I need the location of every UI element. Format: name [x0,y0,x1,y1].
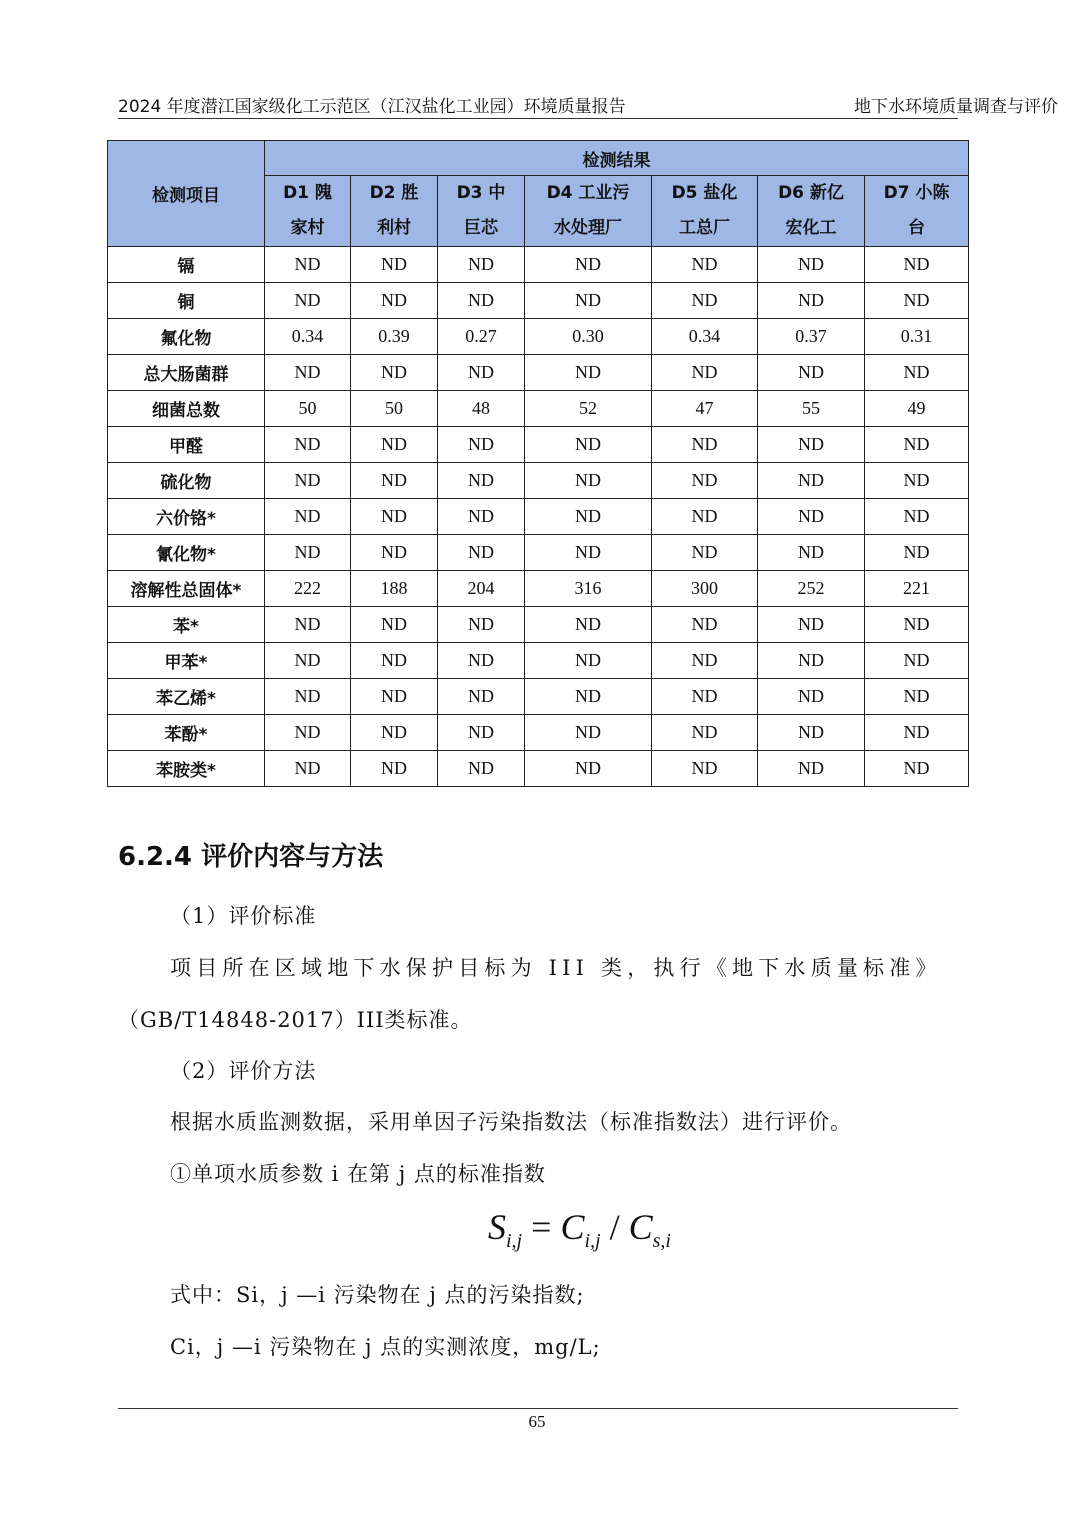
row-value-cell: ND [652,679,758,715]
row-value-cell: 0.34 [652,319,758,355]
row-value-cell: 316 [525,571,652,607]
row-value-cell: 50 [351,391,438,427]
row-value-cell: 0.30 [525,319,652,355]
table-row [108,355,969,391]
row-value-cell: ND [265,643,351,679]
row-item-name: 苯胺类* [108,751,265,787]
row-value-cell: ND [758,355,865,391]
row-value-cell: 0.39 [351,319,438,355]
row-value-cell: ND [758,679,865,715]
row-value-cell: ND [265,715,351,751]
para-standard-text: 项目所在区域地下水保护目标为 III 类，执行《地下水质量标准》 [170,956,942,980]
row-value-cell: 55 [758,391,865,427]
row-value-cell: ND [265,679,351,715]
row-value-cell: 221 [865,571,969,607]
table-row [108,571,969,607]
header-rule [118,118,958,119]
col-header-line: 台 [908,218,926,238]
page-number: 65 [528,1412,546,1431]
row-value-cell: 49 [865,391,969,427]
row-value-cell: 47 [652,391,758,427]
row-item-name: 甲苯* [108,643,265,679]
row-value-cell: ND [865,751,969,787]
row-value-cell: 52 [525,391,652,427]
header-title: 2024 年度潜江国家级化工示范区（江汉盐化工业园）环境质量报告 [118,97,626,117]
row-value-cell: ND [438,679,525,715]
row-value-cell: 222 [265,571,351,607]
row-value-cell: ND [652,355,758,391]
table-row [108,247,969,283]
footer-rule [118,1408,958,1409]
row-value-cell: ND [525,643,652,679]
row-value-cell: ND [265,499,351,535]
row-item-name: 镉 [108,247,265,283]
row-value-cell: ND [865,283,969,319]
row-value-cell: ND [758,463,865,499]
table-row [108,607,969,643]
col-header-site [265,176,351,247]
row-value-cell: ND [351,643,438,679]
table-row [108,751,969,787]
row-value-cell: ND [652,499,758,535]
col-header-line: D2 胜 [369,183,419,203]
row-value-cell: ND [652,607,758,643]
row-value-cell: ND [351,355,438,391]
row-value-cell: ND [438,283,525,319]
row-value-cell: ND [438,427,525,463]
table-row [108,499,969,535]
row-value-cell: ND [438,247,525,283]
row-value-cell: ND [525,463,652,499]
para-definition-s: 式中：Si，j —i 污染物在 j 点的污染指数; [170,1283,585,1307]
col-header-results: 检测结果 [265,141,969,176]
row-item-name: 甲醛 [108,427,265,463]
row-item-name: 苯乙烯* [108,679,265,715]
col-header-line: 水处理厂 [554,218,622,238]
table-row [108,283,969,319]
row-value-cell: ND [351,751,438,787]
row-value-cell: ND [438,643,525,679]
row-item-name: 苯酚* [108,715,265,751]
col-header-line: D6 新亿 [778,183,844,203]
row-value-cell: ND [652,463,758,499]
row-value-cell: ND [865,643,969,679]
table-row [108,319,969,355]
row-item-name: 总大肠菌群 [108,355,265,391]
row-value-cell: ND [865,247,969,283]
row-value-cell: 48 [438,391,525,427]
row-value-cell: 0.27 [438,319,525,355]
row-value-cell: 0.31 [865,319,969,355]
row-value-cell: ND [265,247,351,283]
row-value-cell: ND [351,283,438,319]
para-standard-heading: （1）评价标准 [170,904,317,928]
row-value-cell: ND [525,283,652,319]
row-value-cell: ND [265,427,351,463]
table-row [108,715,969,751]
row-value-cell: 204 [438,571,525,607]
para-definition-c: Ci，j —i 污染物在 j 点的实测浓度，mg/L; [170,1335,601,1359]
row-value-cell: 252 [758,571,865,607]
row-value-cell: 300 [652,571,758,607]
row-value-cell: ND [265,463,351,499]
row-value-cell: ND [438,355,525,391]
row-value-cell: ND [438,751,525,787]
para-index-heading: ①单项水质参数 i 在第 j 点的标准指数 [170,1162,546,1186]
col-header-line: D5 盐化 [671,183,738,203]
para-method-text: 根据水质监测数据，采用单因子污染指数法（标准指数法）进行评价。 [170,1110,852,1134]
row-value-cell: ND [525,247,652,283]
col-header-line: D3 中 [456,183,506,203]
row-item-name: 氟化物 [108,319,265,355]
row-value-cell: ND [438,499,525,535]
row-value-cell: ND [758,535,865,571]
row-value-cell: ND [525,499,652,535]
row-value-cell: ND [265,607,351,643]
row-value-cell: ND [865,355,969,391]
col-header-line: 工总厂 [679,218,730,238]
row-value-cell: ND [265,355,351,391]
para-method-heading: （2）评价方法 [170,1059,317,1083]
table-row [108,463,969,499]
row-value-cell: ND [652,283,758,319]
row-value-cell: 0.34 [265,319,351,355]
row-value-cell: ND [351,715,438,751]
row-value-cell: ND [652,715,758,751]
col-header-site [865,176,969,247]
row-value-cell: ND [652,643,758,679]
col-header-line: 家村 [290,218,325,238]
row-value-cell: 50 [265,391,351,427]
col-header-site [758,176,865,247]
row-value-cell: ND [438,607,525,643]
col-header-site [438,176,525,247]
row-value-cell: 188 [351,571,438,607]
row-value-cell: ND [758,283,865,319]
row-value-cell: ND [652,427,758,463]
row-value-cell: ND [758,247,865,283]
table-row [108,427,969,463]
row-item-name: 氰化物* [108,535,265,571]
col-header-item: 检测项目 [108,141,265,247]
standard-index-formula: $S_{i,j} = C_{i,j} / C_{s,i}$ [488,1207,671,1253]
row-item-name: 苯* [108,607,265,643]
row-value-cell: ND [865,607,969,643]
col-header-line: 巨芯 [464,218,498,238]
col-header-line: 利村 [377,218,411,238]
header-chapter: 地下水环境质量调查与评价 [854,97,1058,117]
row-value-cell: ND [758,751,865,787]
row-value-cell: ND [758,607,865,643]
row-value-cell: ND [865,679,969,715]
col-header-line: D7 小陈 [883,183,950,203]
row-value-cell: ND [652,247,758,283]
table-row [108,535,969,571]
results-table [107,140,969,787]
row-value-cell: ND [351,679,438,715]
page-header [118,92,1058,118]
row-value-cell: ND [265,535,351,571]
row-value-cell: ND [865,463,969,499]
row-value-cell: ND [652,535,758,571]
row-value-cell: ND [525,355,652,391]
row-value-cell: ND [265,283,351,319]
row-value-cell: ND [758,427,865,463]
row-value-cell: ND [351,607,438,643]
row-value-cell: ND [351,247,438,283]
row-value-cell: ND [525,751,652,787]
col-header-line: D4 工业污 [546,183,630,203]
row-value-cell: ND [438,463,525,499]
row-value-cell: ND [758,499,865,535]
row-value-cell: ND [525,535,652,571]
row-value-cell: ND [758,643,865,679]
row-item-name: 细菌总数 [108,391,265,427]
row-value-cell: ND [525,427,652,463]
row-value-cell: ND [525,679,652,715]
row-item-name: 六价铬* [108,499,265,535]
col-header-site [652,176,758,247]
row-value-cell: ND [351,499,438,535]
row-value-cell: ND [351,427,438,463]
section-title: 6.2.4 评价内容与方法 [118,842,384,872]
row-value-cell: ND [758,715,865,751]
row-value-cell: ND [865,535,969,571]
row-value-cell: ND [865,427,969,463]
row-item-name: 溶解性总固体* [108,571,265,607]
row-value-cell: ND [351,535,438,571]
row-value-cell: 0.37 [758,319,865,355]
row-item-name: 硫化物 [108,463,265,499]
col-header-line: D1 隗 [283,183,332,203]
row-value-cell: ND [652,751,758,787]
table-row [108,391,969,427]
row-value-cell: ND [865,715,969,751]
row-value-cell: ND [865,499,969,535]
col-header-site [525,176,652,247]
row-value-cell: ND [525,607,652,643]
row-value-cell: ND [438,535,525,571]
col-header-site [351,176,438,247]
row-value-cell: ND [265,751,351,787]
table-row [108,643,969,679]
col-header-line: 宏化工 [785,218,837,238]
row-value-cell: ND [438,715,525,751]
para-standard-text-cont: （GB/T14848-2017）III类标准。 [118,1008,473,1032]
table-row [108,679,969,715]
row-value-cell: ND [351,463,438,499]
row-item-name: 铜 [108,283,265,319]
row-value-cell: ND [525,715,652,751]
